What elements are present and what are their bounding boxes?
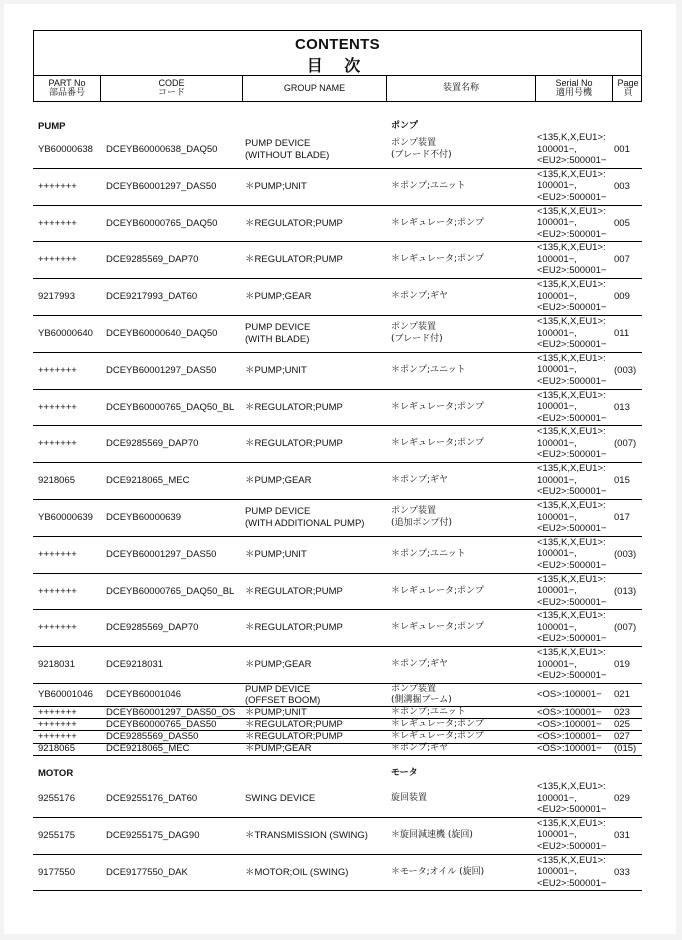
group-name-sub: (OFFSET BOOM): [245, 694, 321, 706]
device-name-ja: ＊レギュレータ;ポンプ: [391, 718, 485, 729]
serial-line: 100001−,: [537, 474, 577, 486]
group-name: ＊PUMP;GEAR: [245, 743, 312, 755]
part-no: 9218065: [38, 743, 75, 755]
code: DCEYB60000765_DAS50: [106, 718, 217, 730]
section-pump: PUMP: [38, 121, 66, 132]
device-name-ja: ＊ポンプ;ユニット: [391, 364, 466, 375]
serial-line: <135,K,X,EU1>:: [537, 854, 606, 866]
serial-line: 100001−,: [537, 290, 577, 302]
group-name: PUMP DEVICE: [245, 137, 311, 149]
group-name: PUMP DEVICE: [245, 505, 311, 517]
serial-line: 100001−,: [537, 253, 577, 265]
serial-line: <135,K,X,EU1>:: [537, 132, 606, 143]
group-name: ＊REGULATOR;PUMP: [245, 401, 343, 413]
col-serial-en: Serial No: [555, 78, 593, 88]
code: DCEYB60001297_DAS50: [106, 548, 217, 560]
group-name: ＊PUMP;UNIT: [245, 706, 307, 718]
serial-line: <EU2>:500001−: [537, 523, 607, 534]
device-name-ja: ポンプ装置: [391, 683, 437, 694]
group-name: SWING DEVICE: [245, 792, 316, 804]
col-part-no-en: PART No: [48, 78, 86, 88]
device-name-ja: ＊レギュレータ;ポンプ: [391, 731, 485, 741]
page-ref: (015): [614, 743, 637, 755]
page-ref: 017: [614, 511, 630, 523]
col-code: [101, 75, 242, 102]
code: DCEYB60001046: [106, 689, 181, 700]
title-japanese: 目 次: [306, 56, 369, 75]
part-no: +++++++: [38, 254, 77, 266]
serial-line: <135,K,X,EU1>:: [537, 279, 606, 291]
page-ref: 009: [614, 291, 630, 303]
device-name-ja: ＊ポンプ;ギヤ: [391, 743, 449, 754]
device-name-ja: ＊ポンプ;ユニット: [391, 180, 466, 191]
serial-line: 100001−,: [537, 585, 577, 597]
serial-line: <EU2>:500001−: [537, 339, 607, 350]
part-no: YB60000640: [38, 327, 93, 339]
serial-os: <OS>:100001−: [537, 718, 602, 730]
serial-line: 100001−,: [537, 437, 577, 449]
device-name-ja: ＊レギュレータ;ポンプ: [391, 438, 485, 449]
group-name: ＊PUMP;GEAR: [245, 475, 312, 487]
group-name: ＊REGULATOR;PUMP: [245, 585, 343, 597]
device-name-ja: ポンプ装置: [391, 505, 437, 516]
device-name-ja: ＊レギュレータ;ポンプ: [391, 622, 485, 633]
serial-line: <135,K,X,EU1>:: [537, 205, 606, 217]
device-name-ja: ＊ポンプ;ユニット: [391, 706, 466, 717]
group-name: ＊PUMP;UNIT: [245, 364, 307, 376]
device-name-ja: ＊レギュレータ;ポンプ: [391, 217, 485, 228]
part-no: +++++++: [38, 438, 77, 450]
part-no: +++++++: [38, 718, 77, 730]
serial-line: <EU2>:500001−: [537, 633, 607, 645]
serial-line: <EU2>:500001−: [537, 840, 607, 852]
device-name-ja: ＊旋回減速機 (旋回): [391, 829, 473, 840]
part-no: +++++++: [38, 731, 77, 742]
serial-line: <135,K,X,EU1>:: [537, 426, 606, 438]
device-name-ja-sub: (ブレード不付): [391, 149, 452, 160]
serial-line: <EU2>:500001−: [537, 412, 607, 424]
serial-line: <135,K,X,EU1>:: [537, 316, 606, 327]
serial-line: <135,K,X,EU1>:: [537, 647, 606, 659]
serial-line: <EU2>:500001−: [537, 449, 607, 461]
page-ref: 021: [614, 689, 630, 700]
col-page-en: Page: [617, 78, 639, 88]
serial-line: 100001−,: [537, 658, 577, 670]
serial-line: 100001−,: [537, 364, 577, 376]
page-ref: (003): [614, 364, 637, 376]
part-no: 9217993: [38, 291, 75, 303]
serial-line: <EU2>:500001−: [537, 302, 607, 314]
serial-line: 100001−,: [537, 866, 577, 878]
code: DCE9217993_DAT60: [106, 291, 198, 303]
device-name-ja-sub: (追加ポンプ付): [391, 517, 453, 528]
page-ref: 015: [614, 475, 630, 487]
part-no: YB60001046: [38, 689, 93, 700]
group-name: ＊REGULATOR;PUMP: [245, 254, 343, 266]
page-ref: 001: [614, 143, 630, 155]
device-name-ja: ポンプ装置: [391, 321, 437, 332]
serial-line: <135,K,X,EU1>:: [537, 463, 606, 475]
part-no: +++++++: [38, 401, 77, 413]
group-name: ＊PUMP;UNIT: [245, 548, 307, 560]
code: DCE9218065_MEC: [106, 475, 190, 487]
serial-line: <EU2>:500001−: [537, 375, 607, 387]
device-name-ja: ＊レギュレータ;ポンプ: [391, 585, 485, 596]
row-divider: [33, 683, 642, 684]
serial-line: 100001−,: [537, 621, 577, 633]
page-ref: (007): [614, 438, 637, 450]
group-name: ＊REGULATOR;PUMP: [245, 217, 343, 229]
col-code-en: CODE: [158, 78, 185, 88]
code: DCEYB60000765_DAQ50: [106, 217, 218, 229]
contents-header: [33, 30, 642, 102]
code: DCE9255176_DAT60: [106, 792, 198, 804]
group-name: ＊PUMP;GEAR: [245, 659, 312, 671]
device-name-ja: ポンプ装置: [391, 137, 437, 148]
group-name: ＊PUMP;GEAR: [245, 291, 312, 303]
serial-line: <135,K,X,EU1>:: [537, 168, 606, 180]
section-pump-ja: ポンプ: [391, 121, 419, 131]
code: DCEYB60000765_DAQ50_BL: [106, 401, 235, 413]
device-name-ja-sub: (側溝掘ブーム): [391, 694, 452, 705]
page-ref: 031: [614, 829, 630, 841]
group-name: ＊REGULATOR;PUMP: [245, 622, 343, 634]
device-name-ja: 旋回装置: [391, 792, 428, 803]
serial-line: 100001−,: [537, 401, 577, 413]
serial-line: <EU2>:500001−: [537, 191, 607, 203]
page-ref: 005: [614, 217, 630, 229]
section-motor: MOTOR: [38, 768, 74, 779]
part-no: +++++++: [38, 622, 77, 634]
page-ref: 027: [614, 731, 630, 742]
title-area: [34, 31, 641, 76]
device-name-ja: ＊ポンプ;ギヤ: [391, 659, 449, 670]
group-name: ＊REGULATOR;PUMP: [245, 731, 343, 742]
serial-line: 100001−,: [537, 548, 577, 560]
col-page-ja: 頁: [623, 88, 633, 98]
code: DCEYB60000765_DAQ50_BL: [106, 585, 235, 597]
part-no: +++++++: [38, 706, 77, 718]
serial-line: <EU2>:500001−: [537, 486, 607, 498]
serial-line: <135,K,X,EU1>:: [537, 610, 606, 622]
serial-line: 100001−,: [537, 180, 577, 192]
serial-line: <135,K,X,EU1>:: [537, 389, 606, 401]
code: DCE9285569_DAP70: [106, 622, 199, 634]
page-ref: (003): [614, 548, 637, 560]
page-ref: (007): [614, 622, 637, 634]
serial-line: <EU2>:500001−: [537, 670, 607, 682]
serial-line: 100001−,: [537, 327, 577, 339]
col-device-name: 装置名称: [442, 83, 479, 93]
serial-line: <135,K,X,EU1>:: [537, 817, 606, 829]
serial-line: 100001−,: [537, 511, 577, 523]
section-motor-ja: モータ: [391, 768, 418, 778]
col-serial-no: [536, 75, 612, 102]
code: DCE9285569_DAP70: [106, 254, 199, 266]
group-name: ＊PUMP;UNIT: [245, 180, 307, 192]
col-group-name: GROUP NAME: [283, 83, 346, 93]
page-ref: 007: [614, 254, 630, 266]
code: DCEYB60000640_DAQ50: [106, 327, 218, 339]
group-name-sub: (WITH BLADE): [245, 333, 310, 345]
page-ref: 011: [614, 327, 630, 339]
code: DCEYB60001297_DAS50_OS: [106, 706, 236, 718]
col-part-no: [34, 75, 100, 102]
part-no: +++++++: [38, 548, 77, 560]
group-name-sub: (WITHOUT BLADE): [245, 149, 330, 161]
part-no: YB60000639: [38, 511, 93, 523]
part-no: 9177550: [38, 866, 75, 878]
page-ref: 023: [614, 706, 630, 718]
group-name: ＊TRANSMISSION (SWING): [245, 829, 368, 841]
code: DCE9285569_DAS50: [106, 731, 199, 742]
group-name: ＊REGULATOR;PUMP: [245, 718, 343, 730]
col-serial-ja: 適用号機: [555, 88, 592, 98]
group-name: ＊MOTOR;OIL (SWING): [245, 866, 349, 878]
col-code-ja: コード: [157, 88, 185, 98]
page-ref: 029: [614, 792, 630, 804]
serial-line: <EU2>:500001−: [537, 265, 607, 277]
code: DCE9285569_DAP70: [106, 438, 199, 450]
page-ref: 033: [614, 866, 630, 878]
serial-line: <135,K,X,EU1>:: [537, 352, 606, 364]
part-no: 9255175: [38, 829, 75, 841]
page-ref: 025: [614, 718, 630, 730]
serial-line: <135,K,X,EU1>:: [537, 536, 606, 548]
page-ref: 013: [614, 401, 630, 413]
serial-line: <135,K,X,EU1>:: [537, 573, 606, 585]
device-name-ja: ＊ポンプ;ギヤ: [391, 291, 449, 302]
device-name-ja: ＊レギュレータ;ポンプ: [391, 254, 485, 265]
part-no: +++++++: [38, 217, 77, 229]
device-name-ja: ＊レギュレータ;ポンプ: [391, 401, 485, 412]
row-divider: [33, 755, 642, 756]
row-divider: [33, 890, 642, 891]
serial-line: <EU2>:500001−: [537, 596, 607, 608]
serial-line: <EU2>:500001−: [537, 804, 607, 815]
part-no: 9218031: [38, 659, 75, 671]
serial-line: 100001−,: [537, 792, 577, 804]
title-english: CONTENTS: [295, 36, 380, 53]
page-ref: 019: [614, 659, 630, 671]
serial-line: 100001−,: [537, 143, 577, 155]
part-no: 9255176: [38, 792, 75, 804]
code: DCEYB60001297_DAS50: [106, 364, 217, 376]
device-name-ja: ＊モータ;オイル (旋回): [391, 866, 485, 877]
code: DCEYB60000639: [106, 511, 181, 523]
serial-line: 100001−,: [537, 829, 577, 841]
col-part-no-ja: 部品番号: [48, 88, 85, 98]
serial-line: <135,K,X,EU1>:: [537, 781, 606, 792]
serial-os: <OS>:100001−: [537, 706, 602, 718]
code: DCE9255175_DAG90: [106, 829, 200, 841]
page-ref: 003: [614, 180, 630, 192]
page-ref: (013): [614, 585, 637, 597]
serial-os: <OS>:100001−: [537, 743, 602, 755]
part-no: +++++++: [38, 180, 77, 192]
serial-line: <135,K,X,EU1>:: [537, 500, 606, 511]
serial-os: <OS>:100001−: [537, 731, 602, 742]
serial-line: <EU2>:500001−: [537, 155, 607, 166]
serial-line: 100001−,: [537, 217, 577, 229]
serial-line: <EU2>:500001−: [537, 559, 607, 571]
device-name-ja: ＊ポンプ;ギヤ: [391, 475, 449, 486]
part-no: YB60000638: [38, 143, 93, 155]
group-name: ＊REGULATOR;PUMP: [245, 438, 343, 450]
code: DCEYB60001297_DAS50: [106, 180, 217, 192]
serial-line: <135,K,X,EU1>:: [537, 242, 606, 254]
part-no: 9218065: [38, 475, 75, 487]
code: DCE9177550_DAK: [106, 866, 188, 878]
code: DCE9218031: [106, 659, 164, 671]
col-page: [613, 75, 643, 102]
code: DCE9218065_MEC: [106, 743, 190, 755]
serial-line: <EU2>:500001−: [537, 228, 607, 240]
serial-line: <EU2>:500001−: [537, 877, 607, 889]
group-name-sub: (WITH ADDITIONAL PUMP): [245, 517, 365, 529]
group-name: PUMP DEVICE: [245, 321, 311, 333]
group-name: PUMP DEVICE: [245, 683, 311, 695]
serial-os: <OS>:100001−: [537, 689, 602, 700]
code: DCEYB60000638_DAQ50: [106, 143, 218, 155]
device-name-ja-sub: (ブレード付): [391, 333, 443, 344]
part-no: +++++++: [38, 585, 77, 597]
part-no: +++++++: [38, 364, 77, 376]
device-name-ja: ＊ポンプ;ユニット: [391, 548, 466, 559]
